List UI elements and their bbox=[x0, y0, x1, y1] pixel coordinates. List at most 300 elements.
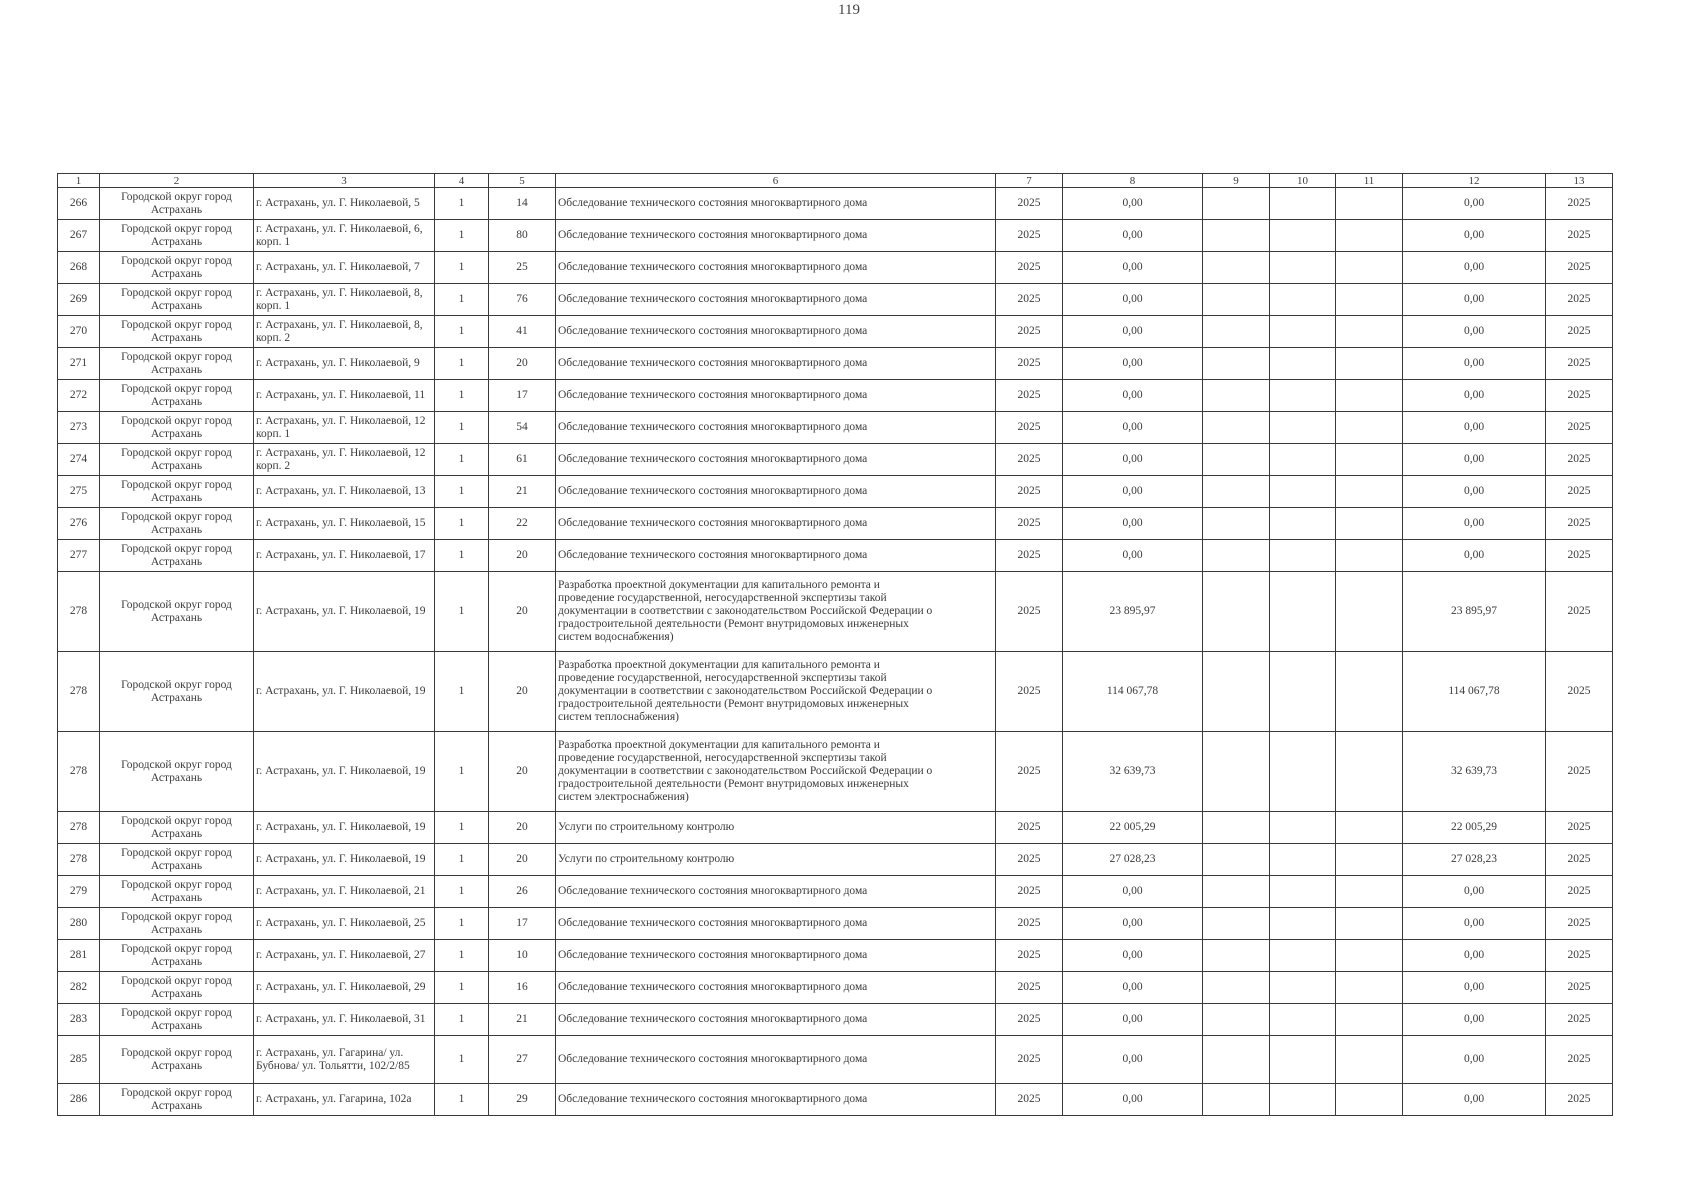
amount-cell: 0,00 bbox=[1403, 188, 1546, 220]
col10-cell bbox=[1270, 252, 1336, 284]
municipality-cell: Городской округ город Астрахань bbox=[100, 188, 254, 220]
col9-cell bbox=[1203, 732, 1270, 812]
table-row bbox=[58, 844, 1613, 876]
col11-cell bbox=[1336, 252, 1403, 284]
col5-cell: 27 bbox=[489, 1036, 556, 1084]
table-row bbox=[58, 348, 1613, 380]
col11-cell bbox=[1336, 540, 1403, 572]
amount-cell: 0,00 bbox=[1403, 252, 1546, 284]
end-year-cell: 2025 bbox=[1546, 876, 1613, 908]
work-description-cell: Обследование технического состояния многоквартирного дома bbox=[556, 412, 996, 444]
col5-cell: 54 bbox=[489, 412, 556, 444]
row-number-cell: 281 bbox=[58, 940, 100, 972]
col4-cell: 1 bbox=[435, 508, 489, 540]
col11-cell bbox=[1336, 1036, 1403, 1084]
address-cell: г. Астрахань, ул. Г. Николаевой, 15 bbox=[254, 508, 435, 540]
row-number-cell: 278 bbox=[58, 572, 100, 652]
cost-cell: 0,00 bbox=[1063, 348, 1203, 380]
table-row bbox=[58, 284, 1613, 316]
col10-cell bbox=[1270, 220, 1336, 252]
table-row bbox=[58, 908, 1613, 940]
col11-cell bbox=[1336, 908, 1403, 940]
year-cell: 2025 bbox=[996, 380, 1063, 412]
municipality-cell: Городской округ город Астрахань bbox=[100, 972, 254, 1004]
work-description-cell: Обследование технического состояния многоквартирного дома bbox=[556, 1084, 996, 1116]
col4-cell: 1 bbox=[435, 476, 489, 508]
col11-cell bbox=[1336, 508, 1403, 540]
table-row bbox=[58, 732, 1613, 812]
row-number-cell: 278 bbox=[58, 652, 100, 732]
col11-cell bbox=[1336, 732, 1403, 812]
municipality-cell: Городской округ город Астрахань bbox=[100, 1036, 254, 1084]
col10-cell bbox=[1270, 412, 1336, 444]
end-year-cell: 2025 bbox=[1546, 572, 1613, 652]
col4-cell: 1 bbox=[435, 444, 489, 476]
col5-cell: 20 bbox=[489, 652, 556, 732]
cost-cell: 0,00 bbox=[1063, 1036, 1203, 1084]
table-row bbox=[58, 812, 1613, 844]
col4-cell: 1 bbox=[435, 188, 489, 220]
address-cell: г. Астрахань, ул. Г. Николаевой, 9 bbox=[254, 348, 435, 380]
table-row bbox=[58, 1004, 1613, 1036]
row-number-cell: 269 bbox=[58, 284, 100, 316]
address-cell: г. Астрахань, ул. Г. Николаевой, 19 bbox=[254, 812, 435, 844]
col9-cell bbox=[1203, 188, 1270, 220]
address-cell: г. Астрахань, ул. Г. Николаевой, 12 корп. 2 bbox=[254, 444, 435, 476]
register-table bbox=[57, 173, 1613, 1116]
amount-cell: 22 005,29 bbox=[1403, 812, 1546, 844]
row-number-cell: 275 bbox=[58, 476, 100, 508]
amount-cell: 0,00 bbox=[1403, 940, 1546, 972]
end-year-cell: 2025 bbox=[1546, 412, 1613, 444]
work-description-cell: Обследование технического состояния многоквартирного дома bbox=[556, 876, 996, 908]
address-cell: г. Астрахань, ул. Г. Николаевой, 19 bbox=[254, 732, 435, 812]
table-row bbox=[58, 508, 1613, 540]
row-number-cell: 278 bbox=[58, 812, 100, 844]
year-cell: 2025 bbox=[996, 972, 1063, 1004]
year-cell: 2025 bbox=[996, 348, 1063, 380]
work-description-cell: Обследование технического состояния многоквартирного дома bbox=[556, 316, 996, 348]
end-year-cell: 2025 bbox=[1546, 284, 1613, 316]
year-cell: 2025 bbox=[996, 220, 1063, 252]
col9-cell bbox=[1203, 572, 1270, 652]
col-header: 9 bbox=[1203, 174, 1270, 188]
table-row bbox=[58, 316, 1613, 348]
end-year-cell: 2025 bbox=[1546, 220, 1613, 252]
col10-cell bbox=[1270, 972, 1336, 1004]
cost-cell: 114 067,78 bbox=[1063, 652, 1203, 732]
col11-cell bbox=[1336, 220, 1403, 252]
municipality-cell: Городской округ город Астрахань bbox=[100, 1084, 254, 1116]
col11-cell bbox=[1336, 284, 1403, 316]
address-cell: г. Астрахань, ул. Г. Николаевой, 5 bbox=[254, 188, 435, 220]
row-number-cell: 280 bbox=[58, 908, 100, 940]
table-row bbox=[58, 972, 1613, 1004]
table-row bbox=[58, 1084, 1613, 1116]
col9-cell bbox=[1203, 844, 1270, 876]
municipality-cell: Городской округ город Астрахань bbox=[100, 812, 254, 844]
col5-cell: 80 bbox=[489, 220, 556, 252]
cost-cell: 27 028,23 bbox=[1063, 844, 1203, 876]
cost-cell: 32 639,73 bbox=[1063, 732, 1203, 812]
municipality-cell: Городской округ город Астрахань bbox=[100, 1004, 254, 1036]
cost-cell: 0,00 bbox=[1063, 972, 1203, 1004]
work-description-cell: Обследование технического состояния многоквартирного дома bbox=[556, 252, 996, 284]
col11-cell bbox=[1336, 844, 1403, 876]
col9-cell bbox=[1203, 652, 1270, 732]
col4-cell: 1 bbox=[435, 220, 489, 252]
col9-cell bbox=[1203, 1036, 1270, 1084]
cost-cell: 0,00 bbox=[1063, 444, 1203, 476]
end-year-cell: 2025 bbox=[1546, 844, 1613, 876]
end-year-cell: 2025 bbox=[1546, 652, 1613, 732]
row-number-cell: 267 bbox=[58, 220, 100, 252]
municipality-cell: Городской округ город Астрахань bbox=[100, 316, 254, 348]
col-header: 7 bbox=[996, 174, 1063, 188]
year-cell: 2025 bbox=[996, 572, 1063, 652]
row-number-cell: 266 bbox=[58, 188, 100, 220]
col4-cell: 1 bbox=[435, 284, 489, 316]
col9-cell bbox=[1203, 812, 1270, 844]
end-year-cell: 2025 bbox=[1546, 540, 1613, 572]
row-number-cell: 278 bbox=[58, 732, 100, 812]
address-cell: г. Астрахань, ул. Г. Николаевой, 27 bbox=[254, 940, 435, 972]
col5-cell: 20 bbox=[489, 572, 556, 652]
table-row bbox=[58, 940, 1613, 972]
year-cell: 2025 bbox=[996, 812, 1063, 844]
year-cell: 2025 bbox=[996, 412, 1063, 444]
col9-cell bbox=[1203, 380, 1270, 412]
col5-cell: 20 bbox=[489, 732, 556, 812]
amount-cell: 32 639,73 bbox=[1403, 732, 1546, 812]
col5-cell: 61 bbox=[489, 444, 556, 476]
col5-cell: 17 bbox=[489, 380, 556, 412]
work-description-cell: Обследование технического состояния многоквартирного дома bbox=[556, 908, 996, 940]
col5-cell: 21 bbox=[489, 476, 556, 508]
page-number: 119 bbox=[838, 2, 860, 18]
end-year-cell: 2025 bbox=[1546, 316, 1613, 348]
year-cell: 2025 bbox=[996, 908, 1063, 940]
year-cell: 2025 bbox=[996, 508, 1063, 540]
amount-cell: 0,00 bbox=[1403, 540, 1546, 572]
col5-cell: 17 bbox=[489, 908, 556, 940]
address-cell: г. Астрахань, ул. Гагарина, 102а bbox=[254, 1084, 435, 1116]
year-cell: 2025 bbox=[996, 940, 1063, 972]
col4-cell: 1 bbox=[435, 1036, 489, 1084]
col10-cell bbox=[1270, 540, 1336, 572]
col11-cell bbox=[1336, 572, 1403, 652]
col10-cell bbox=[1270, 812, 1336, 844]
end-year-cell: 2025 bbox=[1546, 476, 1613, 508]
cost-cell: 0,00 bbox=[1063, 508, 1203, 540]
col11-cell bbox=[1336, 1004, 1403, 1036]
col10-cell bbox=[1270, 188, 1336, 220]
col-header: 11 bbox=[1336, 174, 1403, 188]
address-cell: г. Астрахань, ул. Г. Николаевой, 25 bbox=[254, 908, 435, 940]
municipality-cell: Городской округ город Астрахань bbox=[100, 252, 254, 284]
work-description-cell: Разработка проектной документации для капитального ремонта и проведение государственной, негосударственной экспертизы такой документации в соответствии с законодательством Российской Федерации о градостроительной деятельности (Ремонт внутридомовых инженерных систем теплоснабжения) bbox=[556, 652, 996, 732]
col10-cell bbox=[1270, 1004, 1336, 1036]
col11-cell bbox=[1336, 652, 1403, 732]
work-description-cell: Обследование технического состояния многоквартирного дома bbox=[556, 1004, 996, 1036]
col-header: 6 bbox=[556, 174, 996, 188]
col5-cell: 26 bbox=[489, 876, 556, 908]
municipality-cell: Городской округ город Астрахань bbox=[100, 220, 254, 252]
col-header: 3 bbox=[254, 174, 435, 188]
col10-cell bbox=[1270, 1084, 1336, 1116]
table-row bbox=[58, 652, 1613, 732]
table-row bbox=[58, 220, 1613, 252]
address-cell: г. Астрахань, ул. Г. Николаевой, 21 bbox=[254, 876, 435, 908]
address-cell: г. Астрахань, ул. Г. Николаевой, 29 bbox=[254, 972, 435, 1004]
end-year-cell: 2025 bbox=[1546, 1036, 1613, 1084]
municipality-cell: Городской округ город Астрахань bbox=[100, 908, 254, 940]
work-description-cell: Обследование технического состояния многоквартирного дома bbox=[556, 348, 996, 380]
year-cell: 2025 bbox=[996, 284, 1063, 316]
col10-cell bbox=[1270, 732, 1336, 812]
amount-cell: 0,00 bbox=[1403, 348, 1546, 380]
year-cell: 2025 bbox=[996, 316, 1063, 348]
municipality-cell: Городской округ город Астрахань bbox=[100, 284, 254, 316]
end-year-cell: 2025 bbox=[1546, 732, 1613, 812]
address-cell: г. Астрахань, ул. Г. Николаевой, 7 bbox=[254, 252, 435, 284]
year-cell: 2025 bbox=[996, 540, 1063, 572]
address-cell: г. Астрахань, ул. Г. Николаевой, 19 bbox=[254, 652, 435, 732]
cost-cell: 0,00 bbox=[1063, 412, 1203, 444]
work-description-cell: Обследование технического состояния многоквартирного дома bbox=[556, 476, 996, 508]
col4-cell: 1 bbox=[435, 940, 489, 972]
col4-cell: 1 bbox=[435, 876, 489, 908]
col5-cell: 41 bbox=[489, 316, 556, 348]
end-year-cell: 2025 bbox=[1546, 940, 1613, 972]
work-description-cell: Обследование технического состояния многоквартирного дома bbox=[556, 444, 996, 476]
col4-cell: 1 bbox=[435, 252, 489, 284]
amount-cell: 0,00 bbox=[1403, 1004, 1546, 1036]
col10-cell bbox=[1270, 572, 1336, 652]
col4-cell: 1 bbox=[435, 412, 489, 444]
col5-cell: 20 bbox=[489, 812, 556, 844]
row-number-cell: 276 bbox=[58, 508, 100, 540]
col4-cell: 1 bbox=[435, 1084, 489, 1116]
col10-cell bbox=[1270, 508, 1336, 540]
end-year-cell: 2025 bbox=[1546, 812, 1613, 844]
row-number-cell: 286 bbox=[58, 1084, 100, 1116]
end-year-cell: 2025 bbox=[1546, 508, 1613, 540]
amount-cell: 0,00 bbox=[1403, 1084, 1546, 1116]
row-number-cell: 271 bbox=[58, 348, 100, 380]
table-row bbox=[58, 444, 1613, 476]
address-cell: г. Астрахань, ул. Г. Николаевой, 19 bbox=[254, 572, 435, 652]
year-cell: 2025 bbox=[996, 732, 1063, 812]
col10-cell bbox=[1270, 380, 1336, 412]
work-description-cell: Обследование технического состояния многоквартирного дома bbox=[556, 284, 996, 316]
year-cell: 2025 bbox=[996, 652, 1063, 732]
cost-cell: 22 005,29 bbox=[1063, 812, 1203, 844]
col4-cell: 1 bbox=[435, 380, 489, 412]
col-header: 1 bbox=[58, 174, 100, 188]
row-number-cell: 285 bbox=[58, 1036, 100, 1084]
municipality-cell: Городской округ город Астрахань bbox=[100, 476, 254, 508]
amount-cell: 114 067,78 bbox=[1403, 652, 1546, 732]
col9-cell bbox=[1203, 476, 1270, 508]
col4-cell: 1 bbox=[435, 844, 489, 876]
work-description-cell: Обследование технического состояния многоквартирного дома bbox=[556, 508, 996, 540]
municipality-cell: Городской округ город Астрахань bbox=[100, 348, 254, 380]
municipality-cell: Городской округ город Астрахань bbox=[100, 380, 254, 412]
col11-cell bbox=[1336, 316, 1403, 348]
col11-cell bbox=[1336, 348, 1403, 380]
col10-cell bbox=[1270, 348, 1336, 380]
col-header: 13 bbox=[1546, 174, 1613, 188]
col11-cell bbox=[1336, 812, 1403, 844]
work-description-cell: Обследование технического состояния многоквартирного дома bbox=[556, 220, 996, 252]
work-description-cell: Обследование технического состояния многоквартирного дома bbox=[556, 1036, 996, 1084]
row-number-cell: 270 bbox=[58, 316, 100, 348]
address-cell: г. Астрахань, ул. Г. Николаевой, 31 bbox=[254, 1004, 435, 1036]
municipality-cell: Городской округ город Астрахань bbox=[100, 412, 254, 444]
row-number-cell: 279 bbox=[58, 876, 100, 908]
col4-cell: 1 bbox=[435, 572, 489, 652]
address-cell: г. Астрахань, ул. Г. Николаевой, 12 корп. 1 bbox=[254, 412, 435, 444]
end-year-cell: 2025 bbox=[1546, 188, 1613, 220]
municipality-cell: Городской округ город Астрахань bbox=[100, 444, 254, 476]
col4-cell: 1 bbox=[435, 908, 489, 940]
end-year-cell: 2025 bbox=[1546, 380, 1613, 412]
table-row bbox=[58, 1036, 1613, 1084]
end-year-cell: 2025 bbox=[1546, 348, 1613, 380]
col-header: 2 bbox=[100, 174, 254, 188]
cost-cell: 0,00 bbox=[1063, 380, 1203, 412]
col5-cell: 16 bbox=[489, 972, 556, 1004]
cost-cell: 0,00 bbox=[1063, 220, 1203, 252]
col11-cell bbox=[1336, 188, 1403, 220]
year-cell: 2025 bbox=[996, 844, 1063, 876]
amount-cell: 0,00 bbox=[1403, 220, 1546, 252]
year-cell: 2025 bbox=[996, 188, 1063, 220]
table-row bbox=[58, 876, 1613, 908]
col10-cell bbox=[1270, 1036, 1336, 1084]
col9-cell bbox=[1203, 908, 1270, 940]
address-cell: г. Астрахань, ул. Г. Николаевой, 11 bbox=[254, 380, 435, 412]
address-cell: г. Астрахань, ул. Г. Николаевой, 6, корп. 1 bbox=[254, 220, 435, 252]
cost-cell: 0,00 bbox=[1063, 316, 1203, 348]
amount-cell: 0,00 bbox=[1403, 380, 1546, 412]
amount-cell: 27 028,23 bbox=[1403, 844, 1546, 876]
cost-cell: 23 895,97 bbox=[1063, 572, 1203, 652]
col-header: 12 bbox=[1403, 174, 1546, 188]
row-number-cell: 273 bbox=[58, 412, 100, 444]
cost-cell: 0,00 bbox=[1063, 252, 1203, 284]
col5-cell: 20 bbox=[489, 348, 556, 380]
amount-cell: 0,00 bbox=[1403, 476, 1546, 508]
address-cell: г. Астрахань, ул. Г. Николаевой, 19 bbox=[254, 844, 435, 876]
col11-cell bbox=[1336, 380, 1403, 412]
cost-cell: 0,00 bbox=[1063, 876, 1203, 908]
col10-cell bbox=[1270, 444, 1336, 476]
col5-cell: 14 bbox=[489, 188, 556, 220]
address-cell: г. Астрахань, ул. Гагарина/ ул. Бубнова/ ул. Тольятти, 102/2/85 bbox=[254, 1036, 435, 1084]
col9-cell bbox=[1203, 252, 1270, 284]
col4-cell: 1 bbox=[435, 316, 489, 348]
year-cell: 2025 bbox=[996, 1036, 1063, 1084]
cost-cell: 0,00 bbox=[1063, 1084, 1203, 1116]
row-number-cell: 268 bbox=[58, 252, 100, 284]
cost-cell: 0,00 bbox=[1063, 1004, 1203, 1036]
col9-cell bbox=[1203, 220, 1270, 252]
col5-cell: 20 bbox=[489, 844, 556, 876]
col5-cell: 10 bbox=[489, 940, 556, 972]
amount-cell: 0,00 bbox=[1403, 908, 1546, 940]
col9-cell bbox=[1203, 1004, 1270, 1036]
work-description-cell: Обследование технического состояния многоквартирного дома bbox=[556, 972, 996, 1004]
municipality-cell: Городской округ город Астрахань bbox=[100, 572, 254, 652]
amount-cell: 0,00 bbox=[1403, 444, 1546, 476]
col10-cell bbox=[1270, 908, 1336, 940]
col4-cell: 1 bbox=[435, 972, 489, 1004]
municipality-cell: Городской округ город Астрахань bbox=[100, 732, 254, 812]
table-row bbox=[58, 476, 1613, 508]
end-year-cell: 2025 bbox=[1546, 972, 1613, 1004]
col9-cell bbox=[1203, 284, 1270, 316]
address-cell: г. Астрахань, ул. Г. Николаевой, 13 bbox=[254, 476, 435, 508]
col10-cell bbox=[1270, 476, 1336, 508]
amount-cell: 0,00 bbox=[1403, 412, 1546, 444]
year-cell: 2025 bbox=[996, 476, 1063, 508]
amount-cell: 0,00 bbox=[1403, 284, 1546, 316]
col11-cell bbox=[1336, 876, 1403, 908]
col4-cell: 1 bbox=[435, 732, 489, 812]
cost-cell: 0,00 bbox=[1063, 940, 1203, 972]
col-header: 4 bbox=[435, 174, 489, 188]
year-cell: 2025 bbox=[996, 444, 1063, 476]
cost-cell: 0,00 bbox=[1063, 188, 1203, 220]
municipality-cell: Городской округ город Астрахань bbox=[100, 540, 254, 572]
end-year-cell: 2025 bbox=[1546, 1004, 1613, 1036]
amount-cell: 0,00 bbox=[1403, 1036, 1546, 1084]
municipality-cell: Городской округ город Астрахань bbox=[100, 508, 254, 540]
col10-cell bbox=[1270, 284, 1336, 316]
col10-cell bbox=[1270, 316, 1336, 348]
col4-cell: 1 bbox=[435, 812, 489, 844]
col-header: 8 bbox=[1063, 174, 1203, 188]
col9-cell bbox=[1203, 316, 1270, 348]
end-year-cell: 2025 bbox=[1546, 908, 1613, 940]
col-header: 5 bbox=[489, 174, 556, 188]
work-description-cell: Обследование технического состояния многоквартирного дома bbox=[556, 940, 996, 972]
col5-cell: 22 bbox=[489, 508, 556, 540]
col5-cell: 20 bbox=[489, 540, 556, 572]
amount-cell: 0,00 bbox=[1403, 972, 1546, 1004]
col-header: 10 bbox=[1270, 174, 1336, 188]
col4-cell: 1 bbox=[435, 1004, 489, 1036]
work-description-cell: Услуги по строительному контролю bbox=[556, 844, 996, 876]
year-cell: 2025 bbox=[996, 876, 1063, 908]
table-row bbox=[58, 572, 1613, 652]
table-body bbox=[58, 174, 1613, 1116]
address-cell: г. Астрахань, ул. Г. Николаевой, 17 bbox=[254, 540, 435, 572]
amount-cell: 0,00 bbox=[1403, 316, 1546, 348]
col4-cell: 1 bbox=[435, 540, 489, 572]
col9-cell bbox=[1203, 876, 1270, 908]
row-number-cell: 272 bbox=[58, 380, 100, 412]
col9-cell bbox=[1203, 348, 1270, 380]
year-cell: 2025 bbox=[996, 1004, 1063, 1036]
amount-cell: 0,00 bbox=[1403, 508, 1546, 540]
col9-cell bbox=[1203, 444, 1270, 476]
row-number-cell: 282 bbox=[58, 972, 100, 1004]
row-number-cell: 278 bbox=[58, 844, 100, 876]
col9-cell bbox=[1203, 972, 1270, 1004]
